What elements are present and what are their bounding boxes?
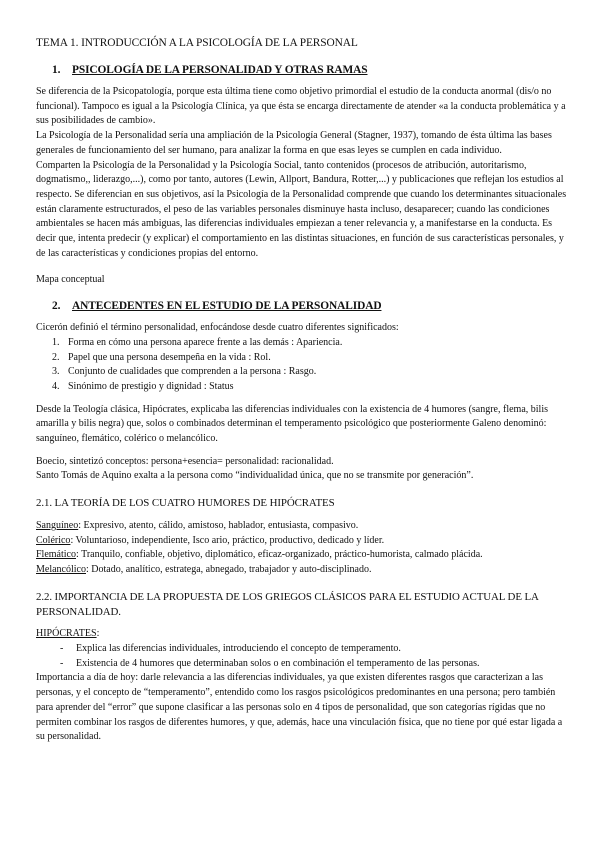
- hipocrates-label-text: HIPÓCRATES: [36, 628, 97, 640]
- humor-colerico: [36, 534, 572, 549]
- meanings-list: [36, 336, 572, 395]
- section2-intro: Cicerón definió el término personalidad, enfocándose desde cuatro diferentes significados:: [36, 322, 399, 334]
- humor-term: Melancólico: [36, 564, 86, 576]
- section1-paragraph-3: Comparten la Psicología de la Personalidad y la Psicología Social, tanto contenidos (procesos de atribución, autoritarismo, dogmatismo,, liderazgo,...), como por tanto, autores (Lewin, Allport, Bandura, Rotter,...) y publicaciones que reflejan los estudios al respecto. Se diferencian en sus objetivos, así la Psicología de la Personalidad comprende que cuando los determinantes situacionales están claramente estructurados, el peso de las variables personales disminuye hasta incluso, desaparecer; cuando las condiciones ambientales se hacen más ambiguas, las diferencias individuales empiezan a tener relevancia y, a manifestarse en la conducta. Es decir que, intenta predecir (y explicar) el comportamiento en las distintas situaciones, en función de sus características personales, y de las características y condiciones propias del entorno.: [36, 159, 567, 259]
- humor-desc: : Voluntarioso, independiente, Isco ario, práctico, productivo, dedicado y líder.: [70, 534, 385, 546]
- humor-term: Colérico: [36, 534, 71, 546]
- hipocrates-label: [36, 627, 572, 642]
- section1-heading-text: PSICOLOGÍA DE LA PERSONALIDAD Y OTRAS RAMAS: [72, 64, 368, 76]
- hipocrates-list: [36, 642, 572, 671]
- humor-sanguineo: [36, 519, 572, 534]
- section2-paragraph-1: Desde la Teología clásica, Hipócrates, explicaba las diferencias individuales con la existencia de 4 humores (sangre, flema, bilis amarilla y bilis negra) que, solos o combinados determinan el temperamento psicológico que posteriormente Galeno denominó: sanguíneo, flemático, colérico o melancólico.: [36, 403, 548, 445]
- humor-desc: : Expresivo, atento, cálido, amistoso, hablador, entusiasta, compasivo.: [78, 519, 359, 531]
- section2-heading-text: ANTECEDENTES EN EL ESTUDIO DE LA PERSONALIDAD: [72, 300, 382, 313]
- section22-heading: 2.2. IMPORTANCIA DE LA PROPUESTA DE LOS GRIEGOS CLÁSICOS PARA EL ESTUDIO ACTUAL DE LA PERSONALIDAD.: [36, 590, 539, 618]
- list-item: 2. Papel que una persona desempeña en la vida : Rol.: [62, 351, 572, 366]
- hipocrates-label-suffix: :: [96, 628, 100, 640]
- humor-melancolico: [36, 563, 572, 578]
- humor-term: Sanguíneo: [36, 519, 79, 531]
- section1-paragraph-1: Se diferencia de la Psicopatología, porque esta última tiene como objetivo primordial el estudio de la conducta anormal (dis/o no funcional). Tampoco es igual a la Psicología Clínica, ya que ésta se encarga directamente de atender «a la conducta problemática y a sus posibilidades de cambio».: [36, 86, 566, 127]
- section1-heading: [52, 64, 572, 76]
- section1-paragraph-2: La Psicología de la Personalidad sería una ampliación de la Psicología General (Stagner, 1937), tomando de ésta última las bases generales de funcionamiento del ser humano, para analizar la forma en que esas leyes se cumplen en cada individuo.: [36, 130, 552, 156]
- humor-term: Flemático: [36, 549, 76, 561]
- document-title: TEMA 1. INTRODUCCIÓN A LA PSICOLOGÍA DE LA PERSONAL: [36, 37, 358, 49]
- section2-number: 2.: [52, 300, 61, 313]
- humor-flematico: [36, 548, 572, 563]
- section2-paragraph-2: Boecio, sintetizó conceptos: persona+esencia= personalidad: racionalidad.: [36, 455, 334, 467]
- list-item: 1. Forma en cómo una persona aparece frente a las demás : Apariencia.: [62, 336, 572, 351]
- section21-heading: 2.1. LA TEORÍA DE LOS CUATRO HUMORES DE HIPÓCRATES: [36, 497, 335, 510]
- list-item: 3. Conjunto de cualidades que comprenden a la persona : Rasgo.: [62, 365, 572, 380]
- list-item: - Existencia de 4 humores que determinaban solos o en combinación el temperamento de las personas.: [62, 657, 572, 672]
- humor-desc: : Tranquilo, confiable, objetivo, diplomático, eficaz-organizado, práctico-humorista, calmado plácida.: [76, 549, 483, 561]
- section22-paragraph-1: Importancia a día de hoy: darle relevancia a las diferencias individuales, ya que existen diferentes rasgos que caracterizan a las personas, y el concepto de “temperamento”, entendido como los rasgos psicológicos predominantes en una persona; pero también para aprender del “error” que supone clasificar a las personas solo en 4 tipos de personalidad, que son categorías rígidas que no permiten combinar los rasgos de diferentes humores, y que, además, hace una vinculación física, que no tiene por qué estar ligada a su personalidad.: [36, 672, 563, 743]
- humor-desc: : Dotado, analítico, estratega, abnegado, trabajador y auto-disciplinado.: [85, 564, 372, 576]
- list-item: - Explica las diferencias individuales, introduciendo el concepto de temperamento.: [62, 642, 572, 657]
- list-item: 4. Sinónimo de prestigio y dignidad : Status: [62, 380, 572, 395]
- section2-paragraph-3: Santo Tomás de Aquino exalta a la persona como “individualidad única, que no se transmite por generación”.: [36, 470, 474, 482]
- concept-map-label: Mapa conceptual: [36, 274, 105, 286]
- section1-number: 1.: [52, 64, 61, 76]
- section2-heading: [52, 300, 572, 312]
